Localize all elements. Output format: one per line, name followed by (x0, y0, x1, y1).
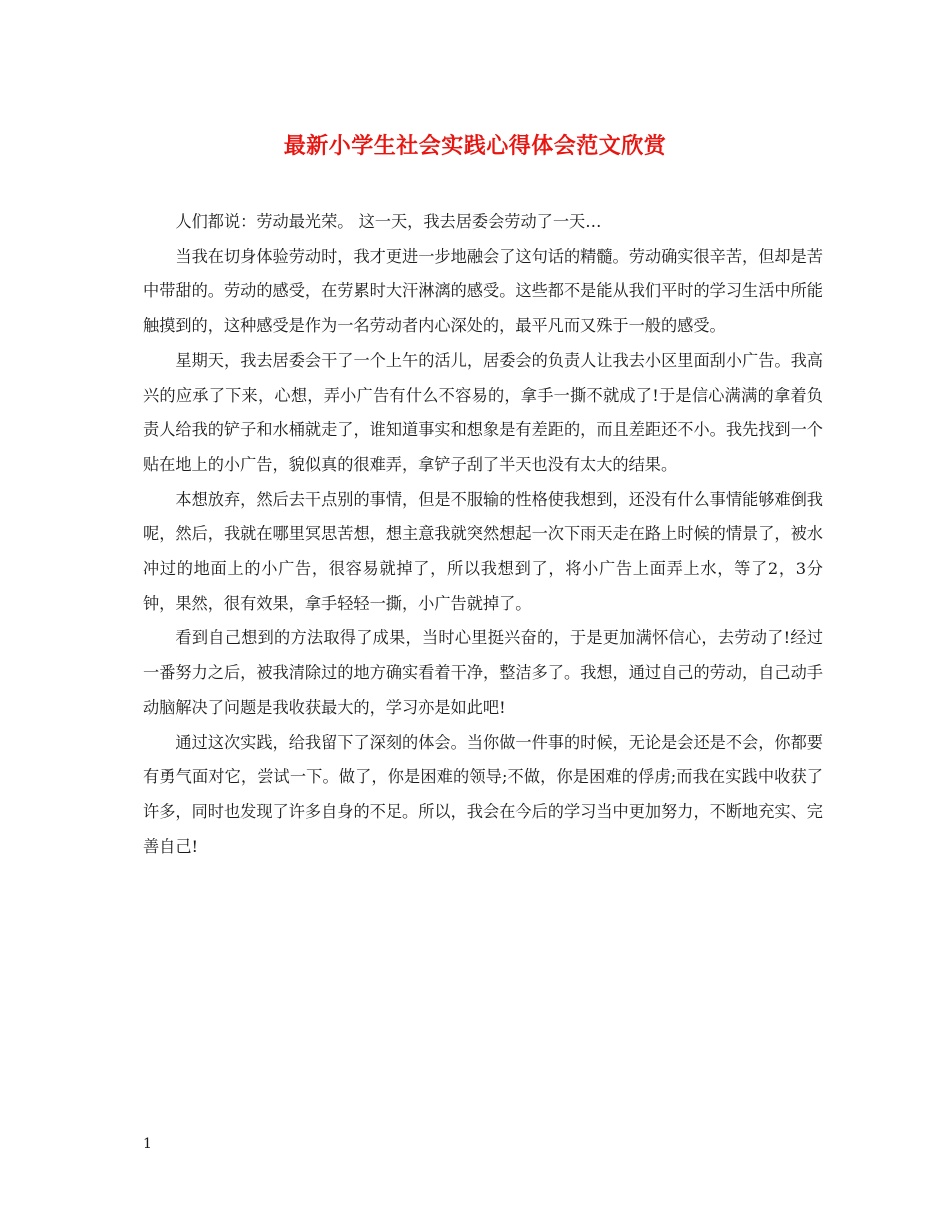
document-title: 最新小学生社会实践心得体会范文欣赏 (283, 133, 667, 159)
page-number: 1 (143, 1136, 152, 1152)
paragraph: 通过这次实践，给我留下了深刻的体会。当你做一件事的时候，无论是会还是不会，你都要有勇气面对它，尝试一下。做了，你是困难的领导;不做，你是困难的俘虏;而我在实践中收获了许多，同时也发现了许多自身的不足。所以，我会在今后的学习当中更加努力，不断地充实、完善自己! (143, 732, 823, 856)
paragraph: 星期天，我去居委会干了一个上午的活儿，居委会的负责人让我去小区里面刮小广告。我高兴的应承了下来，心想，弄小广告有什么不容易的，拿手一撕不就成了!于是信心满满的拿着负责人给我的铲子和水桶就走了，谁知道事实和想象是有差距的，而且差距还不小。我先找到一个贴在地上的小广告，貌似真的很难弄，拿铲子刮了半天也没有太大的结果。 (143, 350, 823, 474)
paragraph: 人们都说：劳动最光荣。 这一天，我去居委会劳动了一天… (175, 212, 602, 231)
paragraph: 看到自己想到的方法取得了成果，当时心里挺兴奋的，于是更加满怀信心，去劳动了!经过一番努力之后，被我清除过的地方确实看着干净，整洁多了。我想，通过自己的劳动，自己动手动脑解决了问题是我收获最大的，学习亦是如此吧! (143, 628, 823, 717)
document-body (143, 205, 823, 864)
paragraph: 当我在切身体验劳动时，我才更进一步地融会了这句话的精髓。劳动确实很辛苦，但却是苦中带甜的。劳动的感受，在劳累时大汗淋漓的感受。这些都不是能从我们平时的学习生活中所能触摸到的，这种感受是作为一名劳动者内心深处的，最平凡而又殊于一般的感受。 (143, 246, 823, 336)
paragraph: 本想放弃，然后去干点别的事情，但是不服输的性格使我想到，还没有什么事情能够难倒我呢，然后，我就在哪里冥思苦想，想主意我就突然想起一次下雨天走在路上时候的情景了，被水冲过的地面上的小广告，很容易就掉了，所以我想到了，将小广告上面弄上水，等了2，3分钟，果然，很有效果，拿手轻轻一撕，小广告就掉了。 (143, 489, 823, 613)
